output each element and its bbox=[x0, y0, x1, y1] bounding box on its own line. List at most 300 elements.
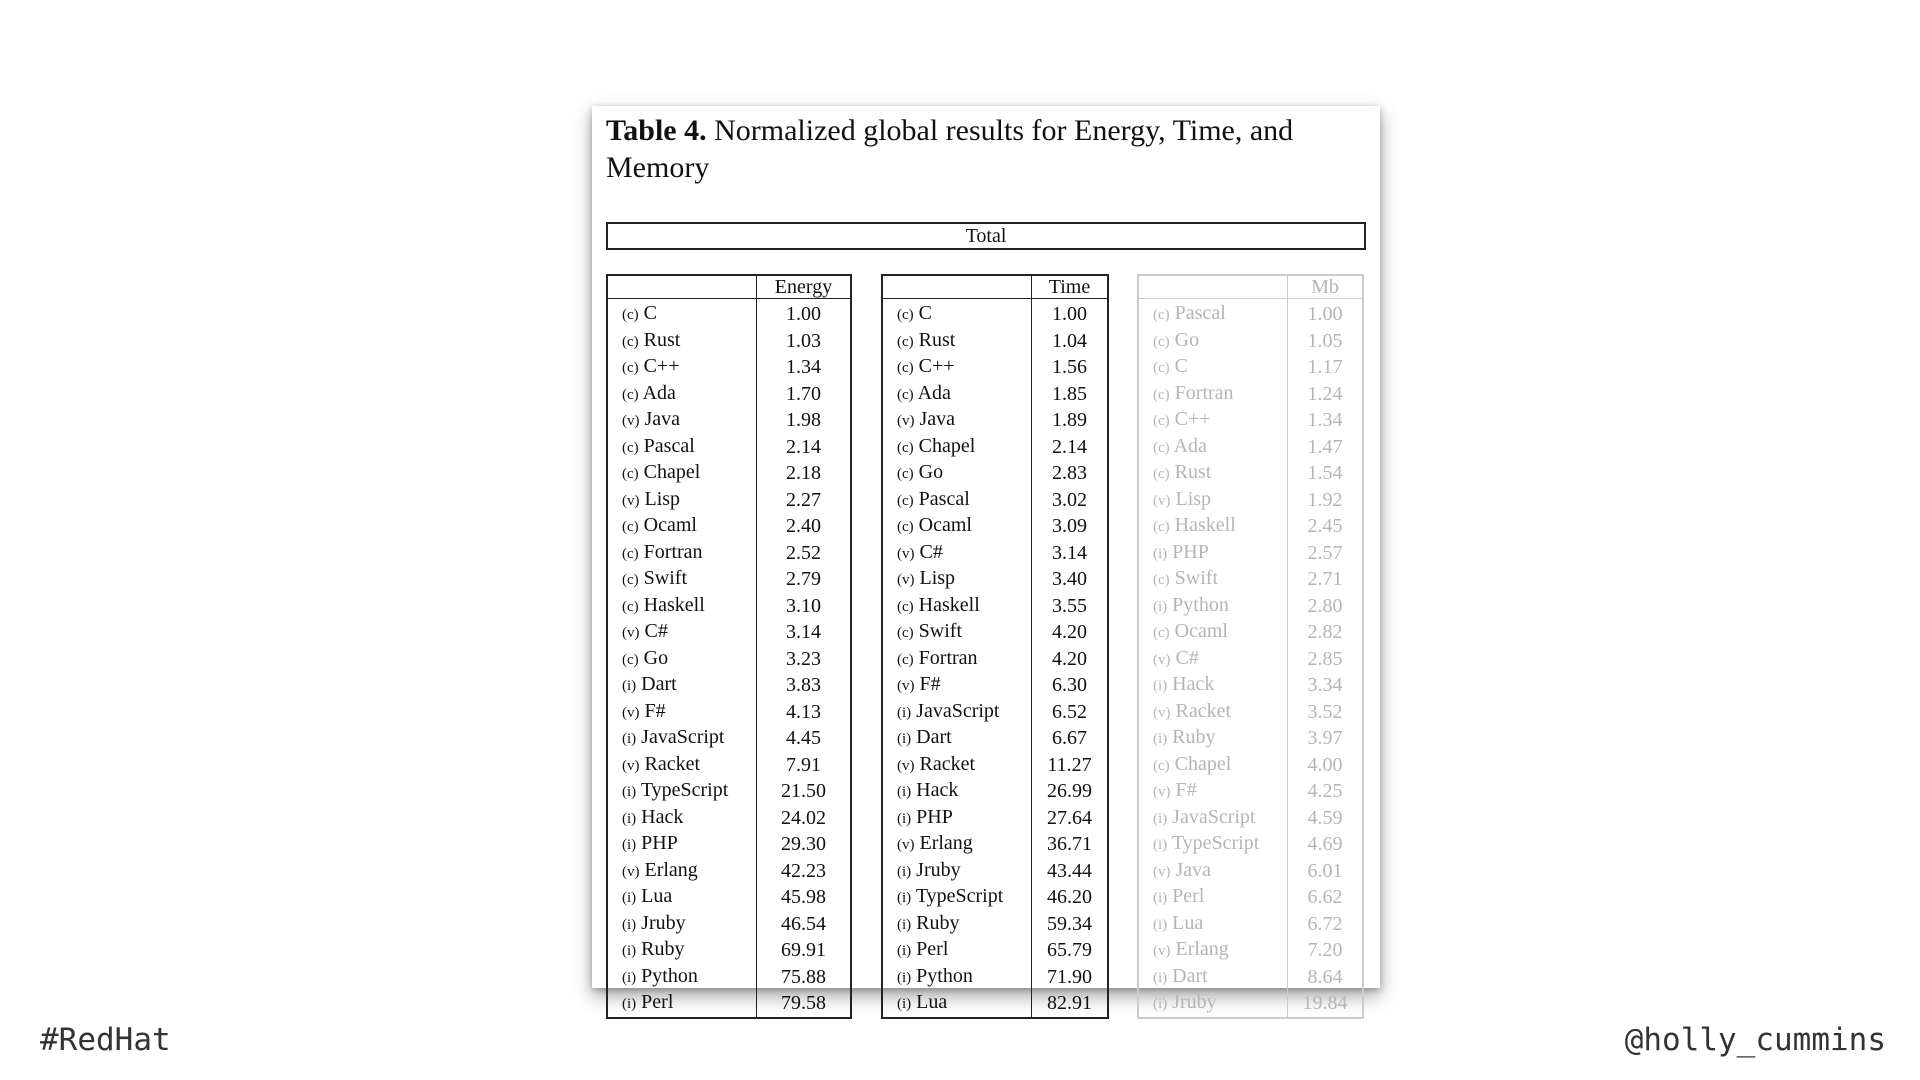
language-name: Swift bbox=[1174, 567, 1218, 589]
value-cell: 1.34 bbox=[1288, 407, 1364, 434]
value-cell: 3.23 bbox=[757, 646, 852, 673]
paradigm-tag: (c) bbox=[897, 307, 914, 323]
language-name: Lisp bbox=[644, 487, 681, 510]
paradigm-tag: (v) bbox=[897, 837, 915, 853]
paradigm-tag: (v) bbox=[1153, 651, 1171, 668]
table-row bbox=[1138, 884, 1363, 911]
table-row bbox=[1138, 487, 1363, 514]
language-name: Dart bbox=[916, 726, 952, 748]
table-row bbox=[607, 964, 851, 991]
language-cell bbox=[882, 778, 1032, 805]
value-cell: 7.91 bbox=[757, 752, 852, 779]
table-row bbox=[1138, 778, 1363, 805]
language-name: Rust bbox=[643, 328, 681, 351]
paradigm-tag: (c) bbox=[1153, 386, 1170, 403]
value-cell: 2.57 bbox=[1288, 540, 1364, 567]
value-cell: 2.71 bbox=[1288, 566, 1364, 593]
language-name: Jruby bbox=[916, 858, 961, 881]
value-cell: 1.98 bbox=[757, 407, 852, 434]
table-row bbox=[882, 964, 1108, 991]
paradigm-tag: (v) bbox=[1153, 704, 1171, 721]
language-name: C++ bbox=[918, 355, 955, 377]
language-cell bbox=[607, 299, 757, 328]
language-name: C++ bbox=[643, 355, 680, 377]
language-name: Perl bbox=[916, 938, 949, 960]
language-name: Go bbox=[643, 646, 669, 669]
language-name: PHP bbox=[641, 832, 678, 854]
language-cell bbox=[882, 540, 1032, 567]
value-cell: 1.00 bbox=[1288, 299, 1364, 328]
paradigm-tag: (c) bbox=[622, 333, 639, 350]
language-name: Ruby bbox=[641, 938, 685, 960]
paper-table-figure bbox=[592, 106, 1380, 1014]
paradigm-tag: (c) bbox=[1153, 333, 1170, 350]
language-name: JavaScript bbox=[641, 726, 725, 748]
table-row bbox=[607, 487, 851, 514]
footer-hashtag: #RedHat bbox=[40, 1022, 171, 1058]
table-row bbox=[1138, 434, 1363, 461]
table-row bbox=[1138, 752, 1363, 779]
table-row bbox=[607, 619, 851, 646]
language-name: Ada bbox=[917, 381, 951, 404]
language-cell bbox=[607, 672, 757, 699]
table-caption bbox=[606, 112, 1366, 186]
time-table bbox=[881, 274, 1109, 1019]
language-name: Ocaml bbox=[643, 514, 697, 536]
time-rows bbox=[882, 299, 1108, 1018]
value-cell: 8.64 bbox=[1288, 964, 1364, 991]
language-name: Hack bbox=[916, 779, 959, 801]
value-cell: 2.40 bbox=[757, 513, 852, 540]
paradigm-tag: (c) bbox=[897, 598, 914, 615]
value-cell: 1.04 bbox=[1032, 328, 1109, 355]
language-cell bbox=[882, 672, 1032, 699]
language-cell bbox=[607, 752, 757, 779]
language-cell bbox=[882, 299, 1032, 328]
language-name: C bbox=[1174, 355, 1188, 377]
table-row bbox=[882, 858, 1108, 885]
table-row bbox=[1138, 805, 1363, 832]
paradigm-tag: (c) bbox=[897, 466, 914, 482]
language-cell bbox=[607, 513, 757, 540]
table-row bbox=[1138, 354, 1363, 381]
value-cell: 69.91 bbox=[757, 937, 852, 964]
language-name: Erlang bbox=[919, 832, 973, 854]
language-name: Hack bbox=[1172, 673, 1215, 695]
language-cell bbox=[607, 381, 757, 408]
table-row bbox=[607, 566, 851, 593]
language-cell bbox=[1138, 354, 1288, 381]
language-cell bbox=[882, 328, 1032, 355]
energy-header: Energy bbox=[757, 275, 852, 299]
table-row bbox=[1138, 328, 1363, 355]
table-row bbox=[882, 725, 1108, 752]
table-row bbox=[882, 937, 1108, 964]
value-cell: 1.89 bbox=[1032, 407, 1109, 434]
energy-rows bbox=[607, 299, 851, 1018]
language-cell bbox=[1138, 831, 1288, 858]
language-cell bbox=[1138, 964, 1288, 991]
language-name: TypeScript bbox=[640, 779, 729, 801]
language-cell bbox=[882, 831, 1032, 858]
table-row bbox=[882, 646, 1108, 673]
value-cell: 3.10 bbox=[757, 593, 852, 620]
value-cell: 71.90 bbox=[1032, 964, 1109, 991]
language-cell bbox=[1138, 699, 1288, 726]
language-name: C++ bbox=[1174, 408, 1211, 430]
language-cell bbox=[607, 566, 757, 593]
paradigm-tag: (v) bbox=[1153, 784, 1171, 800]
paradigm-tag: (c) bbox=[622, 386, 639, 403]
footer-handle: @holly_cummins bbox=[1624, 1022, 1886, 1058]
value-cell: 2.14 bbox=[1032, 434, 1109, 461]
value-cell: 2.45 bbox=[1288, 513, 1364, 540]
table-row bbox=[1138, 513, 1363, 540]
value-cell: 42.23 bbox=[757, 858, 852, 885]
paradigm-tag: (c) bbox=[622, 360, 639, 376]
language-cell bbox=[882, 911, 1032, 938]
language-name: Lua bbox=[641, 885, 673, 907]
value-cell: 4.59 bbox=[1288, 805, 1364, 832]
language-name: Haskell bbox=[918, 593, 980, 616]
language-name: Perl bbox=[641, 991, 674, 1013]
table-row bbox=[1138, 646, 1363, 673]
table-row bbox=[1138, 672, 1363, 699]
value-cell: 3.34 bbox=[1288, 672, 1364, 699]
paradigm-tag: (v) bbox=[897, 678, 915, 694]
value-cell: 24.02 bbox=[757, 805, 852, 832]
value-cell: 3.09 bbox=[1032, 513, 1109, 540]
table-row bbox=[1138, 540, 1363, 567]
table-row bbox=[607, 884, 851, 911]
language-cell bbox=[882, 990, 1032, 1018]
paradigm-tag: (c) bbox=[1153, 466, 1170, 482]
value-cell: 1.92 bbox=[1288, 487, 1364, 514]
total-header: Total bbox=[606, 222, 1366, 250]
paradigm-tag: (c) bbox=[622, 572, 639, 588]
paradigm-tag: (i) bbox=[897, 996, 912, 1012]
language-cell bbox=[1138, 513, 1288, 540]
paradigm-tag: (i) bbox=[897, 916, 912, 933]
paradigm-tag: (c) bbox=[897, 360, 914, 376]
language-cell bbox=[607, 460, 757, 487]
language-cell bbox=[882, 487, 1032, 514]
language-name: Chapel bbox=[1174, 752, 1232, 775]
table-row bbox=[1138, 407, 1363, 434]
table-row bbox=[882, 434, 1108, 461]
language-cell bbox=[1138, 299, 1288, 328]
paradigm-tag: (c) bbox=[1153, 439, 1170, 456]
paradigm-tag: (c) bbox=[622, 466, 639, 482]
value-cell: 3.97 bbox=[1288, 725, 1364, 752]
value-cell: 4.69 bbox=[1288, 831, 1364, 858]
paradigm-tag: (c) bbox=[897, 519, 914, 535]
language-cell bbox=[1138, 725, 1288, 752]
language-name: Hack bbox=[641, 805, 684, 828]
language-cell bbox=[607, 990, 757, 1018]
language-name: Dart bbox=[1172, 964, 1208, 987]
table-row bbox=[882, 540, 1108, 567]
paradigm-tag: (i) bbox=[622, 731, 637, 747]
value-cell: 46.20 bbox=[1032, 884, 1109, 911]
paradigm-tag: (v) bbox=[1153, 863, 1171, 880]
value-cell: 1.34 bbox=[757, 354, 852, 381]
paradigm-tag: (i) bbox=[622, 943, 637, 959]
value-cell: 19.84 bbox=[1288, 990, 1364, 1018]
table-row bbox=[882, 299, 1108, 328]
language-cell bbox=[607, 964, 757, 991]
paradigm-tag: (i) bbox=[1153, 731, 1168, 747]
table-row bbox=[882, 619, 1108, 646]
table-row bbox=[607, 513, 851, 540]
value-cell: 45.98 bbox=[757, 884, 852, 911]
energy-table bbox=[606, 274, 852, 1019]
value-cell: 3.14 bbox=[757, 619, 852, 646]
paradigm-tag: (c) bbox=[897, 439, 914, 456]
value-cell: 3.55 bbox=[1032, 593, 1109, 620]
language-name: Lua bbox=[916, 991, 948, 1013]
language-cell bbox=[882, 725, 1032, 752]
table-row bbox=[607, 434, 851, 461]
language-cell bbox=[1138, 328, 1288, 355]
paradigm-tag: (c) bbox=[897, 333, 914, 350]
language-cell bbox=[882, 752, 1032, 779]
paradigm-tag: (i) bbox=[1153, 678, 1168, 694]
language-cell bbox=[1138, 752, 1288, 779]
value-cell: 3.40 bbox=[1032, 566, 1109, 593]
language-name: C# bbox=[644, 620, 668, 642]
value-cell: 2.85 bbox=[1288, 646, 1364, 673]
language-name: Pascal bbox=[918, 487, 970, 510]
language-cell bbox=[882, 646, 1032, 673]
paradigm-tag: (v) bbox=[897, 572, 915, 588]
table-row bbox=[882, 884, 1108, 911]
paradigm-tag: (i) bbox=[622, 678, 637, 694]
paradigm-tag: (i) bbox=[897, 943, 912, 959]
paradigm-tag: (c) bbox=[622, 439, 639, 456]
table-row bbox=[1138, 858, 1363, 885]
language-name: Haskell bbox=[643, 593, 705, 616]
value-cell: 6.52 bbox=[1032, 699, 1109, 726]
table-row bbox=[607, 328, 851, 355]
paradigm-tag: (v) bbox=[1153, 492, 1171, 509]
language-name: Go bbox=[918, 461, 944, 483]
value-cell: 3.02 bbox=[1032, 487, 1109, 514]
paradigm-tag: (c) bbox=[1153, 572, 1170, 588]
language-name: Dart bbox=[641, 673, 677, 695]
language-name: Go bbox=[1174, 328, 1200, 351]
table-row bbox=[882, 381, 1108, 408]
language-name: Perl bbox=[1172, 885, 1205, 907]
table-row bbox=[607, 460, 851, 487]
paradigm-tag: (v) bbox=[897, 757, 915, 774]
value-cell: 1.24 bbox=[1288, 381, 1364, 408]
language-name: Fortran bbox=[643, 540, 703, 563]
table-row bbox=[607, 646, 851, 673]
language-cell bbox=[882, 619, 1032, 646]
paradigm-tag: (i) bbox=[622, 969, 637, 986]
language-name: JavaScript bbox=[1172, 805, 1256, 828]
language-cell bbox=[1138, 672, 1288, 699]
paradigm-tag: (c) bbox=[622, 598, 639, 615]
language-cell bbox=[882, 460, 1032, 487]
table-row bbox=[607, 725, 851, 752]
language-cell bbox=[1138, 911, 1288, 938]
paradigm-tag: (i) bbox=[622, 996, 637, 1012]
paradigm-tag: (c) bbox=[622, 519, 639, 535]
language-name: Ada bbox=[642, 381, 676, 404]
table-row bbox=[1138, 725, 1363, 752]
table-row bbox=[882, 672, 1108, 699]
value-cell: 1.47 bbox=[1288, 434, 1364, 461]
value-cell: 1.00 bbox=[1032, 299, 1109, 328]
paradigm-tag: (i) bbox=[1153, 837, 1168, 853]
language-cell bbox=[1138, 646, 1288, 673]
value-cell: 1.00 bbox=[757, 299, 852, 328]
table-row bbox=[882, 460, 1108, 487]
language-cell bbox=[882, 566, 1032, 593]
value-cell: 2.52 bbox=[757, 540, 852, 567]
language-cell bbox=[607, 911, 757, 938]
paradigm-tag: (i) bbox=[1153, 810, 1168, 827]
language-cell bbox=[882, 937, 1032, 964]
language-name: Lisp bbox=[919, 567, 956, 589]
language-cell bbox=[607, 937, 757, 964]
value-cell: 1.05 bbox=[1288, 328, 1364, 355]
table-row bbox=[607, 540, 851, 567]
language-name: Python bbox=[641, 964, 698, 987]
value-cell: 26.99 bbox=[1032, 778, 1109, 805]
language-name: Racket bbox=[1175, 699, 1232, 722]
value-cell: 2.27 bbox=[757, 487, 852, 514]
table-row bbox=[607, 407, 851, 434]
value-cell: 1.17 bbox=[1288, 354, 1364, 381]
value-cell: 1.56 bbox=[1032, 354, 1109, 381]
paradigm-tag: (i) bbox=[622, 916, 637, 933]
language-cell bbox=[882, 593, 1032, 620]
value-cell: 4.25 bbox=[1288, 778, 1364, 805]
language-name: Jruby bbox=[1172, 991, 1217, 1013]
paradigm-tag: (c) bbox=[897, 625, 914, 641]
language-cell bbox=[607, 725, 757, 752]
table-row bbox=[607, 778, 851, 805]
language-name: Chapel bbox=[918, 434, 976, 457]
paradigm-tag: (v) bbox=[1153, 943, 1171, 959]
table-row bbox=[1138, 964, 1363, 991]
paradigm-tag: (c) bbox=[1153, 757, 1170, 774]
value-cell: 79.58 bbox=[757, 990, 852, 1018]
language-cell bbox=[607, 593, 757, 620]
table-row bbox=[1138, 381, 1363, 408]
language-cell bbox=[882, 699, 1032, 726]
paradigm-tag: (v) bbox=[897, 413, 915, 429]
paradigm-tag: (c) bbox=[622, 307, 639, 323]
language-cell bbox=[607, 619, 757, 646]
language-name: TypeScript bbox=[915, 885, 1004, 907]
language-name: Lua bbox=[1172, 911, 1204, 934]
language-name: Rust bbox=[918, 328, 956, 351]
language-cell bbox=[607, 487, 757, 514]
table-row bbox=[607, 911, 851, 938]
table-row bbox=[607, 805, 851, 832]
language-name: Chapel bbox=[643, 461, 701, 483]
table-row bbox=[607, 990, 851, 1018]
paradigm-tag: (c) bbox=[1153, 360, 1170, 376]
language-cell bbox=[607, 540, 757, 567]
language-cell bbox=[882, 407, 1032, 434]
value-cell: 21.50 bbox=[757, 778, 852, 805]
memory-lang-header bbox=[1138, 275, 1288, 299]
paradigm-tag: (c) bbox=[1153, 413, 1170, 429]
language-cell bbox=[882, 805, 1032, 832]
language-cell bbox=[1138, 566, 1288, 593]
language-name: F# bbox=[644, 699, 666, 722]
value-cell: 2.14 bbox=[757, 434, 852, 461]
language-cell bbox=[607, 434, 757, 461]
value-cell: 36.71 bbox=[1032, 831, 1109, 858]
table-row bbox=[882, 699, 1108, 726]
paradigm-tag: (i) bbox=[1153, 996, 1168, 1012]
table-row bbox=[882, 831, 1108, 858]
language-cell bbox=[607, 858, 757, 885]
language-name: Racket bbox=[644, 752, 701, 775]
paradigm-tag: (c) bbox=[897, 492, 914, 509]
value-cell: 6.62 bbox=[1288, 884, 1364, 911]
language-cell bbox=[607, 778, 757, 805]
language-cell bbox=[607, 646, 757, 673]
language-cell bbox=[1138, 540, 1288, 567]
value-cell: 3.14 bbox=[1032, 540, 1109, 567]
memory-rows bbox=[1138, 299, 1363, 1018]
paradigm-tag: (i) bbox=[1153, 545, 1168, 562]
value-cell: 59.34 bbox=[1032, 911, 1109, 938]
caption-label: Table 4. bbox=[606, 114, 707, 147]
value-cell: 7.20 bbox=[1288, 937, 1364, 964]
language-name: Erlang bbox=[1175, 938, 1229, 960]
table-row bbox=[1138, 566, 1363, 593]
table-row bbox=[882, 805, 1108, 832]
table-row bbox=[607, 354, 851, 381]
language-name: Python bbox=[1172, 593, 1229, 616]
language-name: JavaScript bbox=[916, 699, 1000, 722]
paradigm-tag: (v) bbox=[622, 757, 640, 774]
language-name: Ruby bbox=[1172, 726, 1216, 748]
table-row bbox=[607, 937, 851, 964]
value-cell: 2.82 bbox=[1288, 619, 1364, 646]
language-name: TypeScript bbox=[1171, 832, 1260, 854]
table-row bbox=[882, 513, 1108, 540]
language-cell bbox=[607, 805, 757, 832]
table-row bbox=[882, 778, 1108, 805]
language-cell bbox=[1138, 407, 1288, 434]
paradigm-tag: (v) bbox=[622, 492, 640, 509]
table-row bbox=[1138, 831, 1363, 858]
paradigm-tag: (i) bbox=[622, 784, 637, 800]
language-name: Java bbox=[1175, 858, 1212, 881]
paradigm-tag: (c) bbox=[1153, 307, 1170, 323]
language-name: C# bbox=[919, 540, 943, 563]
table-row bbox=[882, 752, 1108, 779]
paradigm-tag: (v) bbox=[622, 413, 640, 429]
value-cell: 2.79 bbox=[757, 566, 852, 593]
language-cell bbox=[1138, 487, 1288, 514]
language-name: Rust bbox=[1174, 461, 1212, 483]
language-name: Java bbox=[644, 408, 681, 430]
memory-header: Mb bbox=[1288, 275, 1364, 299]
value-cell: 1.54 bbox=[1288, 460, 1364, 487]
paradigm-tag: (v) bbox=[622, 863, 640, 880]
paradigm-tag: (i) bbox=[1153, 916, 1168, 933]
